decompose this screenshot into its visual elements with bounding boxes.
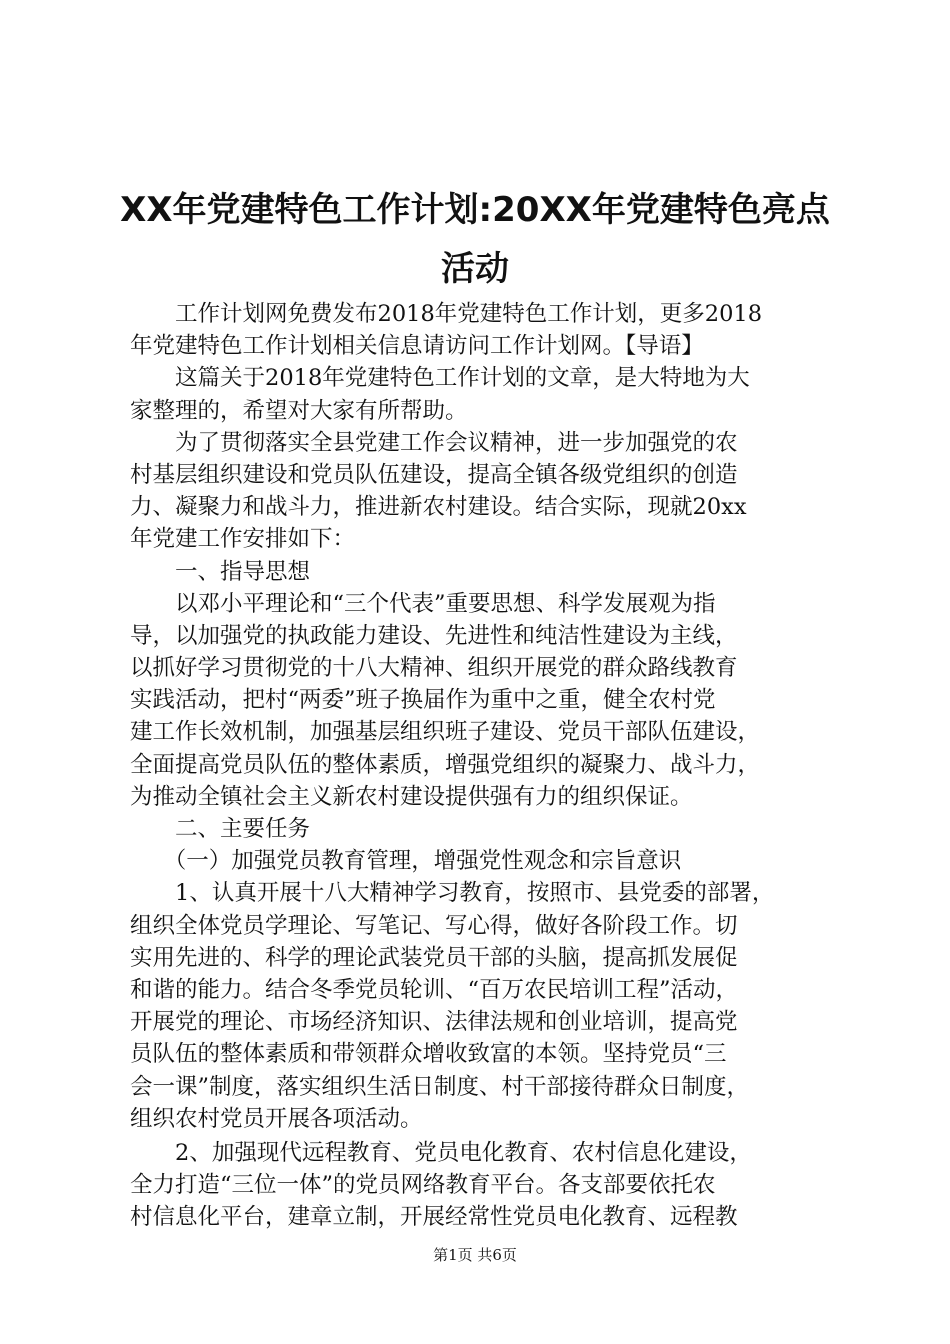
section-heading: 一、指导思想 [130,558,311,585]
body-line: 村基层组织建设和党员队伍建设，提高全镇各级党组织的创造 [130,461,738,488]
body-line: 年党建工作安排如下： [130,526,356,553]
body-line: 实用先进的、科学的理论武装党员干部的头脑，提高抓发展促 [130,944,738,971]
body-line: 为推动全镇社会主义新农村建设提供强有力的组织保证。 [130,783,693,810]
body-line: 这篇关于2018年党建特色工作计划的文章，是大特地为大 [130,365,750,392]
document-title-line-1: XX年党建特色工作计划:20XX年党建特色亮点 [120,190,830,230]
body-line: 组织农村党员开展各项活动。 [130,1105,423,1132]
body-line: 1、认真开展十八大精神学习教育，按照市、县党委的部署， [130,880,775,907]
body-line: 年党建特色工作计划相关信息请访问工作计划网。【导语】 [130,333,704,360]
body-line: 组织全体党员学理论、写笔记、写心得，做好各阶段工作。切 [130,912,738,939]
body-line: 会一课”制度，落实组织生活日制度、村干部接待群众日制度， [130,1073,750,1100]
body-line: 实践活动，把村“两委”班子换届作为重中之重，健全农村党 [130,687,716,714]
body-line: 2、加强现代远程教育、党员电化教育、农村信息化建设， [130,1139,752,1166]
body-line: 力、凝聚力和战斗力，推进新农村建设。结合实际，现就20xx [130,494,747,521]
body-line: 员队伍的整体素质和带领群众增收致富的本领。坚持党员“三 [130,1041,727,1068]
page-number-footer: 第1页 共6页 [433,1246,517,1264]
body-line: 家整理的，希望对大家有所帮助。 [130,397,468,424]
body-line: 以邓小平理论和“三个代表”重要思想、科学发展观为指 [130,590,716,617]
section-heading: 二、主要任务 [130,816,311,842]
body-line: 导，以加强党的执政能力建设、先进性和纯洁性建设为主线， [130,622,738,649]
subsection-heading: （一）加强党员教育管理，增强党性观念和宗旨意识 [130,848,682,875]
body-line: 和谐的能力。结合冬季党员轮训、“百万农民培训工程”活动， [130,976,739,1003]
body-line: 工作计划网免费发布2018年党建特色工作计划，更多2018 [130,301,763,327]
body-line: 全面提高党员队伍的整体素质，增强党组织的凝聚力、战斗力， [130,751,761,778]
body-line: 村信息化平台，建章立制，开展经常性党员电化教育、远程教 [130,1204,738,1231]
body-line: 开展党的理论、市场经济知识、法律法规和创业培训，提高党 [130,1009,738,1036]
document-body [130,298,830,1233]
body-line: 建工作长效机制，加强基层组织班子建设、党员干部队伍建设， [130,719,761,746]
document-title-line-2: 活动 [441,249,509,289]
body-line: 为了贯彻落实全县党建工作会议精神，进一步加强党的农 [130,429,738,456]
body-line: 全力打造“三位一体”的党员网络教育平台。各支部要依托农 [130,1172,716,1199]
body-line: 以抓好学习贯彻党的十八大精神、组织开展党的群众路线教育 [130,655,738,682]
